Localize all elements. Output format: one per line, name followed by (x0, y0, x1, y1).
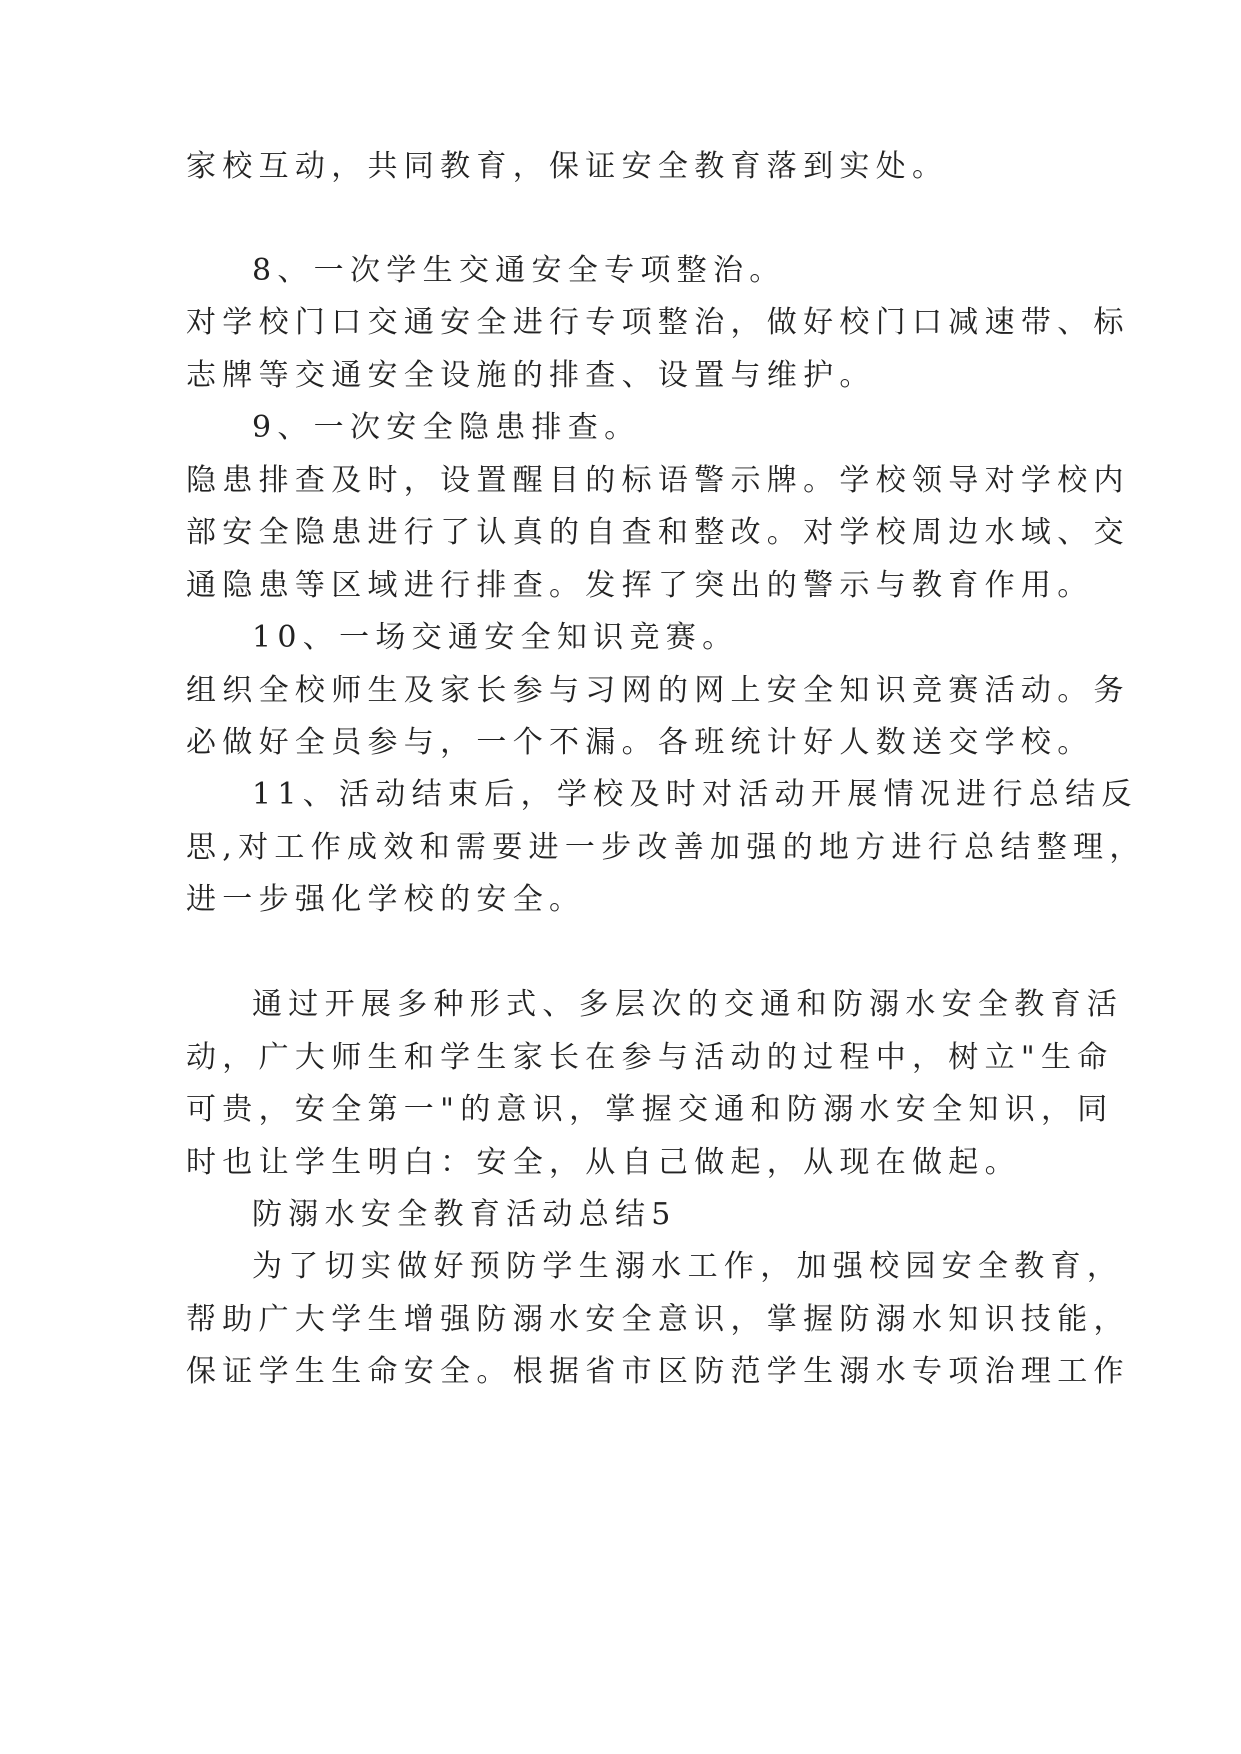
text-line: 时也让学生明白：安全，从自己做起，从现在做起。 (186, 1145, 1021, 1180)
paragraph-start: 通过开展多种形式、多层次的交通和防溺水安全教育活 (252, 987, 1124, 1022)
text-line: 思,对工作成效和需要进一步改善加强的地方进行总结整理， (186, 830, 1146, 865)
text-line: 部安全隐患进行了认真的自查和整改。对学校周边水域、交 (186, 515, 1130, 550)
text-line: 家校互动，共同教育，保证安全教育落到实处。 (186, 149, 949, 184)
text-line: 进一步强化学校的安全。 (186, 882, 586, 917)
numbered-heading: 11、活动结束后，学校及时对活动开展情况进行总结反 (252, 777, 1138, 812)
text-line: 必做好全员参与，一个不漏。各班统计好人数送交学校。 (186, 725, 1094, 760)
text-line: 帮助广大学生增强防溺水安全意识，掌握防溺水知识技能， (186, 1302, 1130, 1337)
section-title: 防溺水安全教育活动总结5 (252, 1197, 677, 1232)
text-line: 隐患排查及时，设置醒目的标语警示牌。学校领导对学校内 (186, 463, 1130, 498)
text-line: 组织全校师生及家长参与习网的网上安全知识竞赛活动。务 (186, 673, 1130, 708)
paragraph-start: 为了切实做好预防学生溺水工作，加强校园安全教育， (252, 1249, 1124, 1284)
text-line: 对学校门口交通安全进行专项整治，做好校门口减速带、标 (186, 305, 1130, 340)
numbered-heading: 10、一场交通安全知识竞赛。 (252, 620, 739, 655)
text-line: 可贵，安全第一"的意识，掌握交通和防溺水安全知识，同 (186, 1092, 1114, 1127)
text-line: 动，广大师生和学生家长在参与活动的过程中，树立"生命 (186, 1040, 1114, 1075)
numbered-heading: 8、一次学生交通安全专项整治。 (252, 253, 786, 288)
text-line: 志牌等交通安全设施的排查、设置与维护。 (186, 358, 876, 393)
numbered-heading: 9、一次安全隐患排查。 (252, 410, 641, 445)
text-line: 保证学生生命安全。根据省市区防范学生溺水专项治理工作 (186, 1354, 1130, 1389)
text-line: 通隐患等区域进行排查。发挥了突出的警示与教育作用。 (186, 568, 1094, 603)
